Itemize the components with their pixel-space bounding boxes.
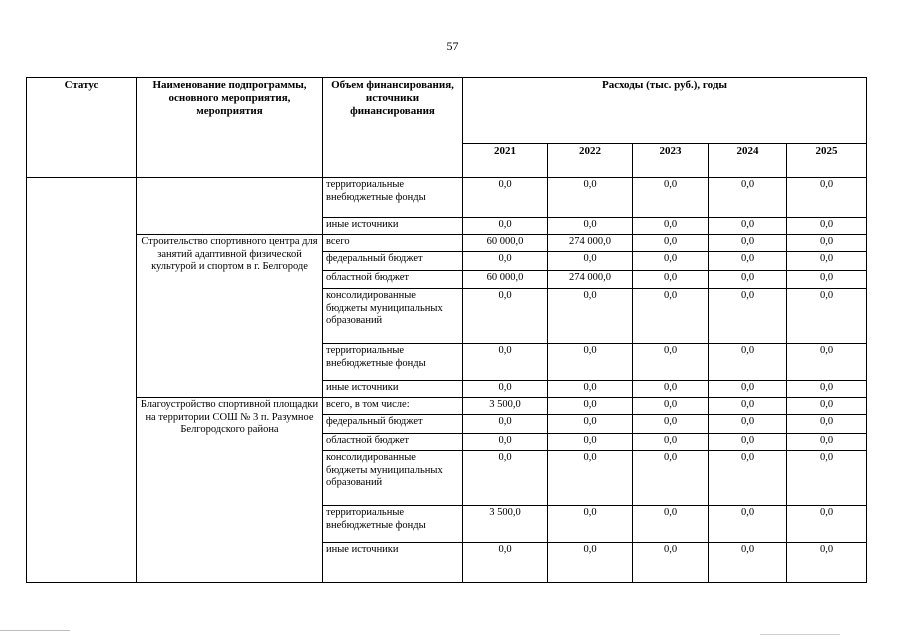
expense-value-cell: 0,0 <box>463 178 548 218</box>
expense-value-cell: 0,0 <box>787 344 867 381</box>
activity-name-cell: Благоустройство спортивной площадки на территории СОШ № 3 п. Разумное Белгородского района <box>137 398 323 583</box>
funding-source-cell: всего <box>323 235 463 252</box>
expense-value-cell: 0,0 <box>548 398 633 415</box>
expense-value-cell: 0,0 <box>633 218 709 235</box>
funding-source-cell: иные источники <box>323 381 463 398</box>
expense-value-cell: 3 500,0 <box>463 398 548 415</box>
expense-value-cell: 0,0 <box>463 218 548 235</box>
funding-source-cell: федеральный бюджет <box>323 252 463 271</box>
expense-value-cell: 0,0 <box>787 451 867 506</box>
expense-value-cell: 0,0 <box>633 398 709 415</box>
expense-value-cell: 3 500,0 <box>463 506 548 543</box>
expense-value-cell: 0,0 <box>709 218 787 235</box>
header-year: 2022 <box>548 144 633 178</box>
expense-value-cell: 0,0 <box>463 252 548 271</box>
funding-source-cell: территориальные внебюджетные фонды <box>323 178 463 218</box>
expense-value-cell: 60 000,0 <box>463 271 548 289</box>
header-status: Статус <box>27 78 137 178</box>
expense-value-cell: 0,0 <box>633 289 709 344</box>
expense-value-cell: 0,0 <box>709 289 787 344</box>
expense-value-cell: 0,0 <box>548 415 633 434</box>
expense-value-cell: 0,0 <box>548 178 633 218</box>
expense-value-cell: 0,0 <box>787 235 867 252</box>
status-cell <box>27 178 137 583</box>
funding-source-cell: консолидированные бюджеты муниципальных образований <box>323 289 463 344</box>
expense-value-cell: 0,0 <box>463 543 548 583</box>
expense-value-cell: 0,0 <box>787 434 867 451</box>
header-year: 2023 <box>633 144 709 178</box>
expense-value-cell: 0,0 <box>709 344 787 381</box>
expense-value-cell: 0,0 <box>709 506 787 543</box>
expense-value-cell: 0,0 <box>709 271 787 289</box>
expense-value-cell: 0,0 <box>633 271 709 289</box>
funding-source-cell: иные источники <box>323 218 463 235</box>
expense-value-cell: 0,0 <box>633 252 709 271</box>
funding-source-cell: областной бюджет <box>323 434 463 451</box>
expense-value-cell: 0,0 <box>633 235 709 252</box>
activity-name-cell: Строительство спортивного центра для занятий адаптивной физической культурой и спортом в г. Белгороде <box>137 235 323 398</box>
table-row <box>27 235 867 252</box>
header-expenses: Расходы (тыс. руб.), годы <box>463 78 867 144</box>
expense-value-cell: 0,0 <box>709 235 787 252</box>
expense-value-cell: 0,0 <box>548 344 633 381</box>
expense-value-cell: 0,0 <box>787 218 867 235</box>
expense-value-cell: 0,0 <box>709 178 787 218</box>
expense-value-cell: 0,0 <box>709 398 787 415</box>
expense-value-cell: 0,0 <box>548 289 633 344</box>
expense-value-cell: 0,0 <box>709 451 787 506</box>
expense-value-cell: 0,0 <box>787 543 867 583</box>
expense-value-cell: 60 000,0 <box>463 235 548 252</box>
funding-source-cell: территориальные внебюджетные фонды <box>323 506 463 543</box>
expense-value-cell: 0,0 <box>787 398 867 415</box>
funding-source-cell: областной бюджет <box>323 271 463 289</box>
expense-value-cell: 0,0 <box>548 434 633 451</box>
funding-source-cell: иные источники <box>323 543 463 583</box>
expense-value-cell: 0,0 <box>633 178 709 218</box>
financing-table <box>26 77 867 583</box>
header-year: 2025 <box>787 144 867 178</box>
expense-value-cell: 0,0 <box>633 506 709 543</box>
expense-value-cell: 0,0 <box>709 381 787 398</box>
header-year: 2024 <box>709 144 787 178</box>
expense-value-cell: 0,0 <box>548 543 633 583</box>
expense-value-cell: 0,0 <box>709 415 787 434</box>
expense-value-cell: 0,0 <box>463 451 548 506</box>
expense-value-cell: 0,0 <box>787 289 867 344</box>
expense-value-cell: 0,0 <box>633 344 709 381</box>
funding-source-cell: консолидированные бюджеты муниципальных образований <box>323 451 463 506</box>
expense-value-cell: 0,0 <box>548 506 633 543</box>
funding-source-cell: территориальные внебюджетные фонды <box>323 344 463 381</box>
expense-value-cell: 0,0 <box>463 415 548 434</box>
expense-value-cell: 0,0 <box>709 434 787 451</box>
expense-value-cell: 0,0 <box>463 344 548 381</box>
expense-value-cell: 274 000,0 <box>548 271 633 289</box>
header-volume: Объем финансирования, источники финансирования <box>323 78 463 178</box>
table-row <box>27 178 867 218</box>
expense-value-cell: 0,0 <box>463 434 548 451</box>
expense-value-cell: 0,0 <box>548 218 633 235</box>
expense-value-cell: 0,0 <box>787 178 867 218</box>
funding-source-cell: всего, в том числе: <box>323 398 463 415</box>
expense-value-cell: 0,0 <box>548 381 633 398</box>
expense-value-cell: 0,0 <box>463 381 548 398</box>
table-body <box>27 178 867 583</box>
expense-value-cell: 274 000,0 <box>548 235 633 252</box>
header-year: 2021 <box>463 144 548 178</box>
expense-value-cell: 0,0 <box>633 415 709 434</box>
expense-value-cell: 0,0 <box>633 381 709 398</box>
expense-value-cell: 0,0 <box>787 252 867 271</box>
table-row <box>27 398 867 415</box>
expense-value-cell: 0,0 <box>787 415 867 434</box>
expense-value-cell: 0,0 <box>709 543 787 583</box>
expense-value-cell: 0,0 <box>548 451 633 506</box>
page-number: 57 <box>446 39 459 53</box>
expense-value-cell: 0,0 <box>548 252 633 271</box>
header-name: Наименование подпрограммы, основного мероприятия, мероприятия <box>137 78 323 178</box>
expense-value-cell: 0,0 <box>463 289 548 344</box>
expense-value-cell: 0,0 <box>633 543 709 583</box>
expense-value-cell: 0,0 <box>787 271 867 289</box>
expense-value-cell: 0,0 <box>787 506 867 543</box>
expense-value-cell: 0,0 <box>633 451 709 506</box>
expense-value-cell: 0,0 <box>709 252 787 271</box>
funding-source-cell: федеральный бюджет <box>323 415 463 434</box>
activity-name-cell <box>137 178 323 235</box>
expense-value-cell: 0,0 <box>787 381 867 398</box>
expense-value-cell: 0,0 <box>633 434 709 451</box>
